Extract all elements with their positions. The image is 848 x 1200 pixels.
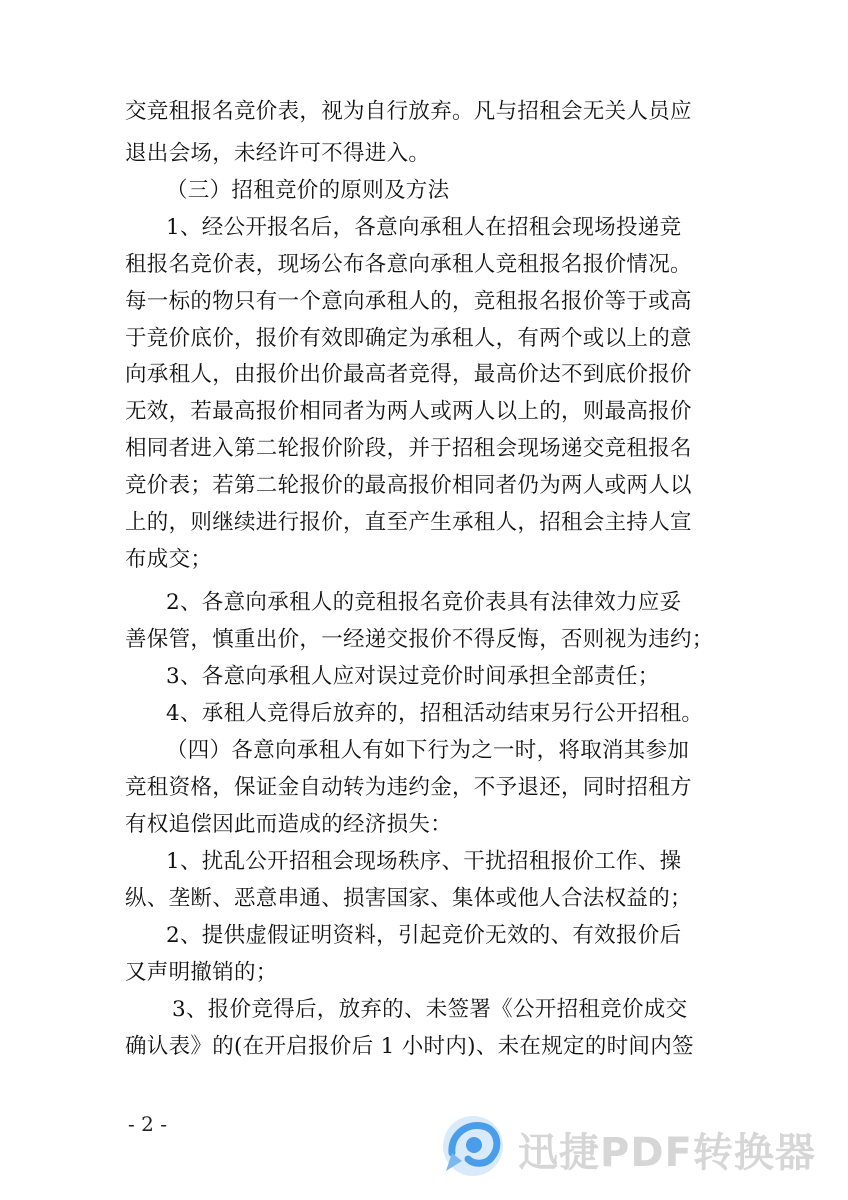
text-line: 竞价表；若第二轮报价的最高报价相同者仍为两人或两人以 [125,473,692,498]
section-heading: （四）各意向承租人有如下行为之一时，将取消其参加 [166,738,690,763]
text-line: 每一标的物只有一个意向承租人的，竞租报名报价等于或高 [125,289,692,314]
section-heading: （三）招租竞价的原则及方法 [166,178,450,203]
text-line: 向承租人，由报价出价最高者竞得，最高价达不到底价报价 [125,362,692,387]
watermark-text: 迅捷PDF转换器 [518,1130,816,1176]
text-line: 于竞价底价，报价有效即确定为承租人，有两个或以上的意 [125,326,692,351]
text-line: 上的，则继续进行报价，直至产生承租人，招租会主持人宣 [125,510,692,535]
text-line: 2、提供虚假证明资料，引起竞价无效的、有效报价后 [166,923,682,948]
text-line: 善保管，慎重出价，一经递交报价不得反悔，否则视为违约； [125,627,714,652]
text-line: 确认表》的(在开启报价后 1 小时内)、未在规定的时间内签 [125,1034,694,1059]
text-line: 有权追偿因此而造成的经济损失： [125,812,453,837]
page-number: - 2 - [128,1112,167,1136]
text-line: 竞租资格，保证金自动转为违约金，不予退还，同时招租方 [125,775,692,800]
text-line: 4、承租人竞得后放弃的，招租活动结束另行公开招租。 [166,701,704,726]
text-line: 2、各意向承租人的竞租报名竞价表具有法律效力应妥 [166,590,682,615]
text-line: 1、经公开报名后，各意向承租人在招租会现场投递竞 [166,215,682,240]
watermark [440,1113,840,1183]
text-line: 3、各意向承租人应对误过竞价时间承担全部责任； [166,664,660,689]
text-line: 租报名竞价表，现场公布各意向承租人竞租报名报价情况。 [125,252,692,277]
text-line: 相同者进入第二轮报价阶段，并于招租会现场递交竞租报名 [125,436,692,461]
text-line: 退出会场，未经许可不得进入。 [125,141,431,166]
text-line: 纵、垄断、恶意串通、损害国家、集体或他人合法权益的； [125,886,692,911]
text-line: 交竞租报名竞价表，视为自行放弃。凡与招租会无关人员应 [125,99,692,124]
text-line: 布成交； [125,547,213,572]
text-line: 无效，若最高报价相同者为两人或两人以上的，则最高报价 [125,399,692,424]
text-line: 3、报价竞得后，放弃的、未签署《公开招租竞价成交 [172,997,688,1022]
xunjie-pdf-logo-icon [440,1113,506,1179]
text-line: 又声明撤销的； [125,960,278,985]
text-line: 1、扰乱公开招租会现场秩序、干扰招租报价工作、操 [166,849,682,874]
